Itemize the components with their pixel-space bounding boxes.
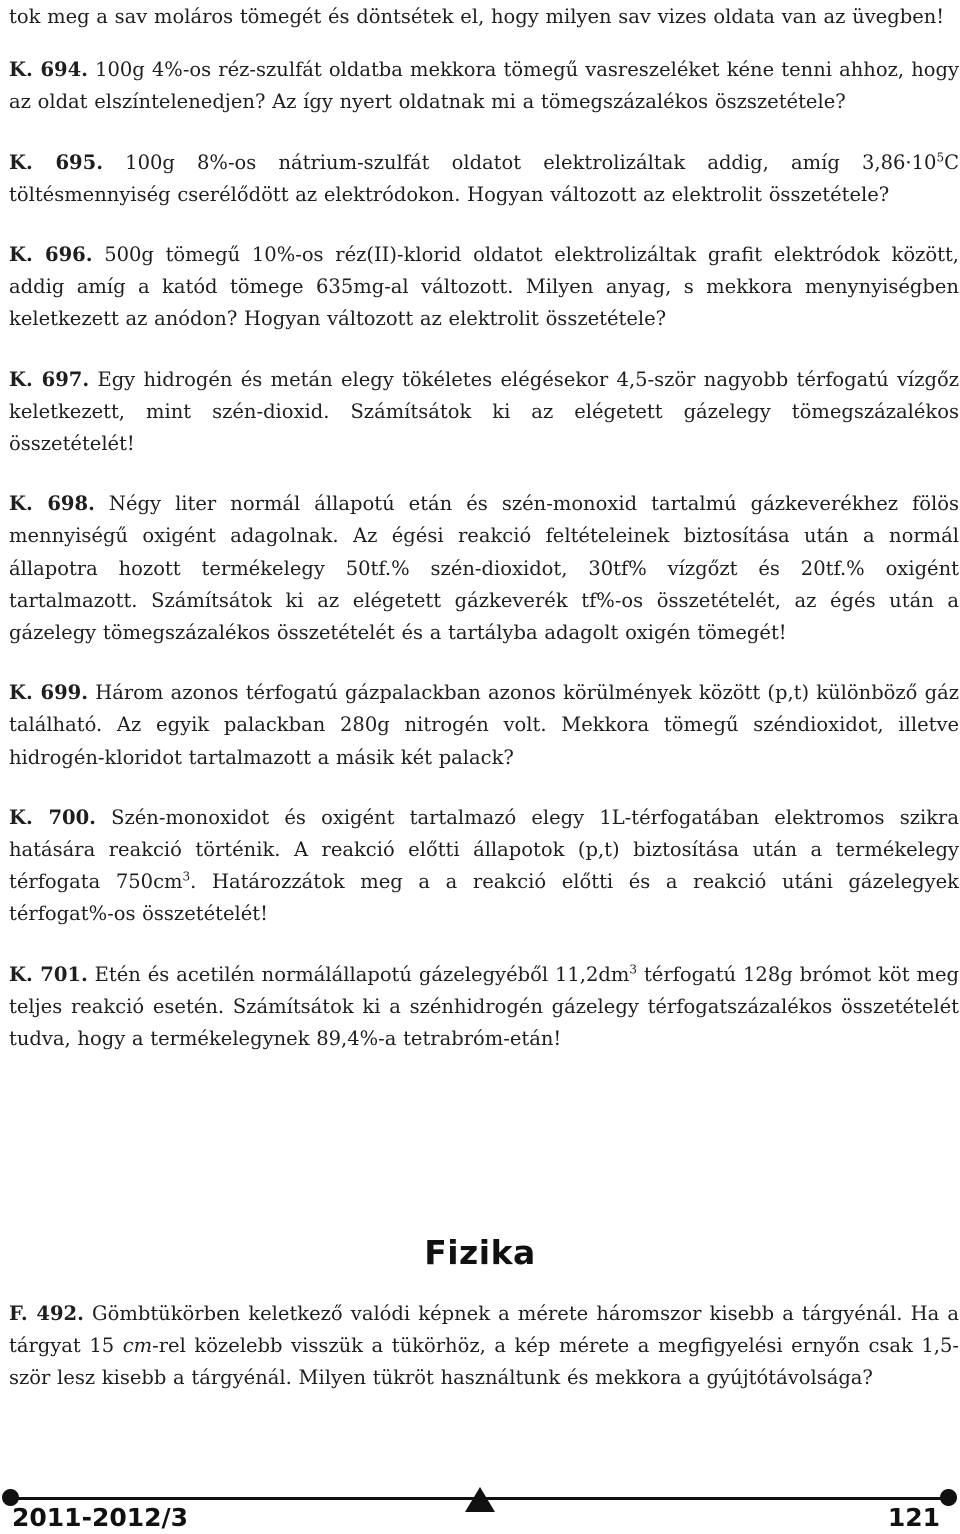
problem-k695 xyxy=(9,147,959,211)
problem-text-part2: C töltésmennyiség cserélődött az elektródokon. Hogyan változott az elektrolit összetétele? xyxy=(9,150,959,206)
problem-label: K. 696. xyxy=(9,243,93,267)
problem-label: K. 697. xyxy=(9,367,90,391)
problem-text: 500g tömegű 10%-os réz(II)-klorid oldatot elektrolizáltak grafit elektródok között, addig amíg a katód tömege 635mg-al változott. Milyen anyag, s mekkora menynyiségben keletkezett az anódon? Hogyan változott az elektrolit összetétele? xyxy=(9,243,959,331)
problem-text-part2: -rel közelebb visszük a tükörhöz, a kép mérete a megfigyelési ernyőn csak 1,5-ször lesz kisebb a tárgyénál. Milyen tükröt használtunk és mekkora a gyújtótávolsága? xyxy=(9,1334,959,1390)
superscript: 3 xyxy=(629,962,638,977)
continued-paragraph xyxy=(9,1,959,33)
continued-text: tok meg a sav moláros tömegét és döntsétek el, hogy milyen sav vizes oldata van az üvegben! xyxy=(9,5,945,28)
document-page xyxy=(9,0,959,1055)
problem-label: K. 701. xyxy=(9,962,88,986)
problem-label: K. 694. xyxy=(9,58,88,82)
footer-page-number: 121 xyxy=(887,1503,940,1532)
superscript: 5 xyxy=(936,150,945,165)
problem-text-part2: . Határozzátok meg a a reakció előtti és a reakció utáni gázelegyek térfogat%-os összetételét! xyxy=(9,870,959,926)
problem-label: K. 695. xyxy=(9,150,103,174)
problem-k696 xyxy=(9,239,959,336)
footer-issue: 2011-2012/3 xyxy=(12,1503,189,1532)
footer-triangle-icon xyxy=(465,1487,495,1512)
problem-text-part2: térfogatú 128g brómot köt meg teljes reakció esetén. Számítsátok ki a szénhidrogén gázelegy térfogatszázalékos összetételét tudva, hogy a termékelegynek 89,4%-a tetrabróm-etán! xyxy=(9,962,960,1051)
problem-label: K. 699. xyxy=(9,681,89,705)
problem-k700 xyxy=(9,802,959,931)
problem-text-part1: Szén-monoxidot és oxigént tartalmazó elegy 1L-térfogatában elektromos szikra hatására reakció történik. A reakció előtti állapotok (p,t) biztosítása után a termékelegy térfogata 750cm xyxy=(9,805,959,894)
unit-text: cm xyxy=(122,1334,153,1358)
problem-text: Egy hidrogén és metán elegy tökéletes elégésekor 4,5-ször nagyobb térfogatú vízgőz keletkezett, mint szén-dioxid. Számítsátok ki az elégetett gázelegy tömegszázalékos összetételét! xyxy=(9,367,959,456)
physics-section xyxy=(9,1298,959,1395)
section-heading: Fizika xyxy=(424,1233,536,1272)
problem-label: F. 492. xyxy=(9,1302,84,1325)
problem-k698 xyxy=(9,488,959,649)
problem-k699 xyxy=(9,677,959,774)
problem-text: Négy liter normál állapotú etán és szén-monoxid tartalmú gázkeverékhez fölös mennyiségű oxigént adagolnak. Az égési reakció feltételeinek biztosítása után a normál állapotra hozott termékelegy 50tf.% szén-dioxidot, 30tf% vízgőzt és 20tf.% oxigént tartalmazott. Számítsátok ki az elégetett gázkeverék tf%-os összetételét, az égés után a gázelegy tömegszázalékos összetételét és a tartályba adagolt oxigén tömegét! xyxy=(9,492,960,645)
problem-text: 100g 4%-os réz-szulfát oldatba mekkora tömegű vasreszeléket kéne tenni ahhoz, hogy az oldat elszíntelenedjen? Az így nyert oldatnak mi a tömegszázalékos öszszetétele? xyxy=(9,58,959,114)
problem-f492 xyxy=(9,1298,959,1395)
footer-dot-right xyxy=(940,1489,957,1506)
problem-k701 xyxy=(9,959,959,1056)
problem-text-part1: Gömbtükörben keletkező valódi képnek a mérete háromszor kisebb a tárgyénál. Ha a tárgyat 15 xyxy=(9,1302,959,1358)
problem-label: K. 700. xyxy=(9,805,96,829)
problem-text-part1: 100g 8%-os nátrium-szulfát oldatot elektrolizáltak addig, amíg 3,86·10 xyxy=(125,150,937,174)
problem-text-part1: Etén és acetilén normálállapotú gázelegyéből 11,2dm xyxy=(94,962,630,986)
problem-label: K. 698. xyxy=(9,492,95,516)
problem-k694 xyxy=(9,54,959,118)
superscript: 3 xyxy=(182,869,191,884)
problem-k697 xyxy=(9,364,959,461)
problem-text: Három azonos térfogatú gázpalackban azonos körülmények között (p,t) különböző gáz található. Az egyik palackban 280g nitrogén volt. Mekkora tömegű széndioxidot, illetve hidrogén-kloridot tartalmazott a másik két palack? xyxy=(9,681,959,769)
